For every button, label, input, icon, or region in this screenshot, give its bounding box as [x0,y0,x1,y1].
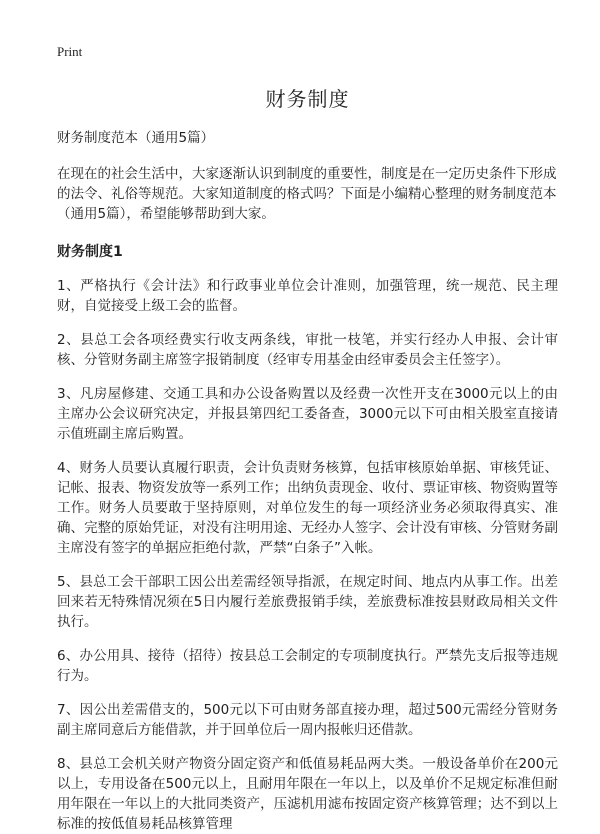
section-heading: 财务制度1 [57,244,123,260]
policy-item-8: 8、县总工会机关财产物资分固定资产和低值易耗品两大类。一般设备单价在200元以上，专用设备在500元以上，且耐用年限在一年以上，以及单价不足规定标准但耐用年限在一年以上的大批同类资产，压滤机用滤布按固定资产核算管理；达不到以上标准的按低值易耗品核算管理 [57,756,558,832]
policy-item-7: 7、因公出差需借支的，500元以下可由财务部直接办理，超过500元需经分管财务副主席同意后方能借款，并于回单位后一周内报帐归还借款。 [57,702,558,738]
policy-item-1: 1、严格执行《会计法》和行政事业单位会计准则，加强管理，统一规范、民主理财，自觉接受上级工会的监督。 [57,278,558,314]
document-title: 财务制度 [265,87,350,111]
policy-item-5: 5、县总工会干部职工因公出差需经领导指派，在规定时间、地点内从事工作。出差回来若无特殊情况须在5日内履行差旅费报销手续，差旅费标准按县财政局相关文件执行。 [57,574,558,630]
print-link[interactable]: Print [57,44,83,59]
policy-item-2: 2、县总工会各项经费实行收支两条线，审批一枝笔，并实行经办人申报、会计审核、分管财务副主席签字报销制度（经审专用基金由经审委员会主任签字）。 [57,332,558,368]
policy-item-4: 4、财务人员要认真履行职责，会计负责财务核算，包括审核原始单据、审核凭证、记帐、报表、物资发放等一系列工作；出纳负责现金、收付、票证审核、物资购置等工作。财务人员要敢于坚持原则，对单位发生的每一项经济业务必须取得真实、准确、完整的原始凭证，对没有注明用途、无经办人签字、会计没有审核、分管财务副主席没有签字的单据应拒绝付款，严禁“白条子”入帐。 [57,460,558,556]
intro-paragraph: 在现在的社会生活中，大家逐渐认识到制度的重要性，制度是在一定历史条件下形成的法令、礼俗等规范。大家知道制度的格式吗？下面是小编精心整理的财务制度范本（通用5篇），希望能够帮助到大家。 [57,166,557,222]
policy-item-6: 6、办公用具、接待（招待）按县总工会制定的专项制度执行。严禁先支后报等违规行为。 [57,648,558,684]
policy-item-3: 3、凡房屋修建、交通工具和办公设备购置以及经费一次性开支在3000元以上的由主席办公会议研究决定，并报县第四纪工委备查，3000元以下可由相关股室直接请示值班副主席后购置。 [57,386,558,442]
document-subtitle: 财务制度范本（通用5篇） [57,130,215,146]
